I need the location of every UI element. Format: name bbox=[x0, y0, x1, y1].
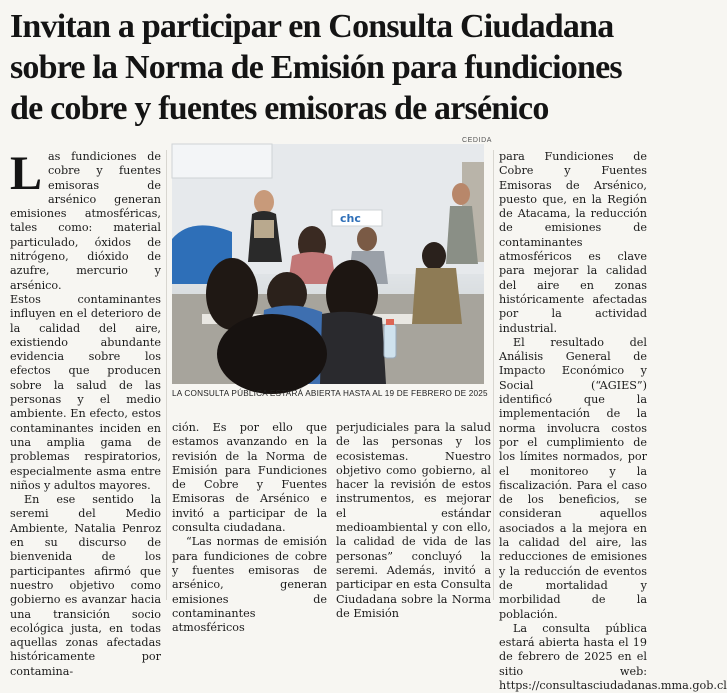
photo-credit: CEDIDA bbox=[462, 137, 493, 144]
article-column-1 bbox=[10, 147, 161, 679]
article-column-3 bbox=[336, 421, 491, 621]
paragraph: El resultado del Análisis General de Impacto Económico y Social (“AGIES”) identificó que la implementación de la norma involucra costos por el cumplimiento de los límites normados, por el monitoreo y la fiscalización. Para el caso de los beneficios, se consideran aquellos asociados a la mejora en la calidad del aire, las reducciones de emisiones y la reducción de eventos de mortalidad y morbilidad de la población. bbox=[499, 335, 647, 621]
paragraph: para Fundiciones de Cobre y Fuentes Emisoras de Arsénico, puesto que, en la Región de Atacama, la reducción de emisiones de contaminantes atmosféricos es clave para mejorar la calidad del aire en zonas históricamente afectadas por la actividad industrial. bbox=[499, 150, 647, 335]
column-divider bbox=[493, 150, 494, 600]
article-photo bbox=[172, 144, 484, 384]
photo-caption: LA CONSULTA PÚBLICA ESTARÁ ABIERTA HASTA AL 19 DE FEBRERO DE 2025 bbox=[172, 389, 488, 398]
paragraph: ción. Es por ello que estamos avanzando en la revisión de la Norma de Emisión para Fundiciones de Cobre y Fuentes Emisoras de Arsénico e invitó a participar de la consulta ciudadana. bbox=[172, 421, 327, 535]
paragraph: perjudiciales para la salud de las personas y los ecosistemas. Nuestro objetivo como gobierno, al hacer la revisión de estos instrumentos, es mejorar el estándar medioambiental y con ello, la calidad de vida de las personas” concluyó la seremi. Además, invitó a participar en esta Consulta Ciudadana sobre la Norma de Emisión bbox=[336, 421, 491, 620]
paragraph: “Las normas de emisión para fundiciones de cobre y fuentes emisoras de arsénico, generan emisiones de contaminantes atmosféricos bbox=[172, 535, 327, 635]
drop-cap: L bbox=[10, 147, 43, 200]
paragraph: En ese sentido la seremi del Medio Ambiente, Natalia Penroz en su discurso de bienvenida de los participantes afirmó que nuestro objetivo como gobierno es avanzar hacia una transición socio ecológica justa, en todas aquellas zonas afectadas históricamente por contamina- bbox=[10, 493, 161, 678]
paragraph: Estos contaminantes influyen en el deterioro de la calidad del aire, existiendo abundante evidencia sobre los efectos que producen sobre la salud de las personas y el medio ambiente. En efecto, estos contaminantes inciden en una amplia gama de problemas respiratorios, especialmente asma entre niños y adultos mayores. bbox=[10, 292, 161, 492]
podium-sign-text: chc bbox=[340, 212, 361, 225]
article-column-2 bbox=[172, 421, 327, 635]
paragraph: Las fundiciones de cobre y fuentes emisoras de arsénico generan emisiones atmosféricas, tales como: material particulado, óxidos de nitrógeno, dióxido de azufre, mercurio y arsénico. bbox=[10, 147, 161, 292]
column-divider bbox=[166, 150, 167, 600]
paragraph: La consulta pública estará abierta hasta el 19 de febrero de 2025 en el sitio web: https://consultasciudadanas.mma.gob.cl bbox=[499, 621, 727, 692]
article-headline: Invitan a participar en Consulta Ciudadana sobre la Norma de Emisión para fundiciones de cobre y fuentes emisoras de arsénico bbox=[10, 8, 622, 127]
article-column-4 bbox=[499, 150, 727, 693]
